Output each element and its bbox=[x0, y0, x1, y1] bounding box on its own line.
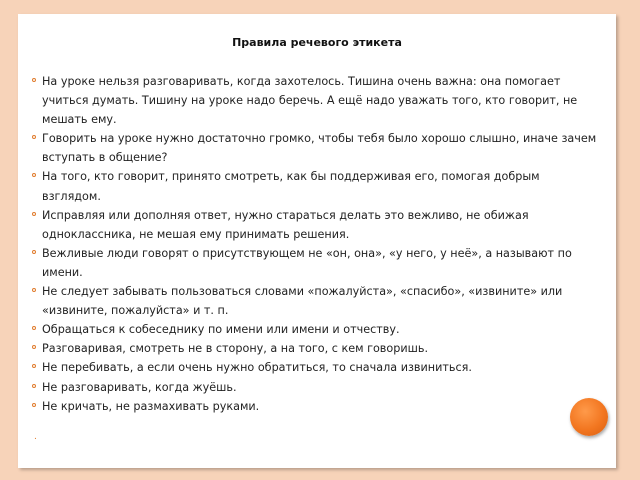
rule-item bbox=[38, 320, 598, 339]
bullet-icon bbox=[32, 135, 36, 139]
bullet-icon bbox=[32, 78, 36, 82]
rule-item bbox=[38, 378, 598, 397]
rule-text: Говорить на уроке нужно достаточно громко, чтобы тебя было хорошо слышно, иначе зачем вступать в общение? bbox=[42, 132, 597, 165]
rule-item bbox=[38, 397, 598, 416]
rule-item bbox=[38, 282, 598, 320]
rule-text: Обращаться к собеседнику по имени или имени и отчеству. bbox=[42, 323, 400, 337]
rule-item bbox=[38, 206, 598, 244]
rule-item bbox=[38, 339, 598, 358]
content-panel bbox=[18, 14, 616, 468]
bullet-icon bbox=[32, 173, 36, 177]
bullet-icon bbox=[32, 403, 36, 407]
rule-text: Не разговаривать, когда жуёшь. bbox=[42, 380, 237, 394]
rule-item bbox=[38, 358, 598, 377]
rule-text: Не кричать, не размахивать руками. bbox=[42, 399, 260, 413]
rule-text: Не следует забывать пользоваться словами «пожалуйста», «спасибо», «извините» или «извините, пожалуйста» и т. п. bbox=[42, 285, 563, 318]
rule-text: Вежливые люди говорят о присутствующем не «он, она», «у него, у неё», а называют по имени. bbox=[42, 246, 572, 279]
orange-circle-decoration bbox=[570, 398, 608, 436]
rule-text: Не перебивать, а если очень нужно обратиться, то сначала извиниться. bbox=[42, 361, 472, 375]
rules-list bbox=[38, 72, 598, 416]
rule-text: На того, кто говорит, принято смотреть, как бы поддерживая его, помогая добрым взглядом. bbox=[42, 170, 540, 203]
bullet-icon bbox=[32, 345, 36, 349]
bullet-icon bbox=[32, 364, 36, 368]
frame-right bbox=[616, 0, 640, 480]
bullet-icon bbox=[32, 288, 36, 292]
rule-item bbox=[38, 129, 598, 167]
rule-text: На уроке нельзя разговаривать, когда захотелось. Тишина очень важна: она помогает учиться думать. Тишину на уроке надо беречь. А ещё надо уважать того, кто говорит, не мешать ему. bbox=[42, 75, 578, 127]
frame-top bbox=[0, 0, 640, 14]
rule-text: Исправляя или дополняя ответ, нужно стараться делать это вежливо, не обижая одноклассника, не мешая ему принимать решения. bbox=[42, 208, 529, 241]
rule-item bbox=[38, 244, 598, 282]
bullet-icon bbox=[32, 326, 36, 330]
rule-text: Разговаривая, смотреть не в сторону, а на того, с кем говоришь. bbox=[42, 342, 428, 356]
bullet-icon bbox=[32, 250, 36, 254]
trailing-bullet-icon: . bbox=[34, 432, 37, 442]
frame-bottom bbox=[0, 468, 640, 480]
frame-left bbox=[0, 0, 18, 480]
bullet-icon bbox=[32, 384, 36, 388]
rule-item bbox=[38, 167, 598, 205]
rule-item bbox=[38, 72, 598, 129]
bullet-icon bbox=[32, 212, 36, 216]
slide-title: Правила речевого этикета bbox=[232, 36, 402, 49]
